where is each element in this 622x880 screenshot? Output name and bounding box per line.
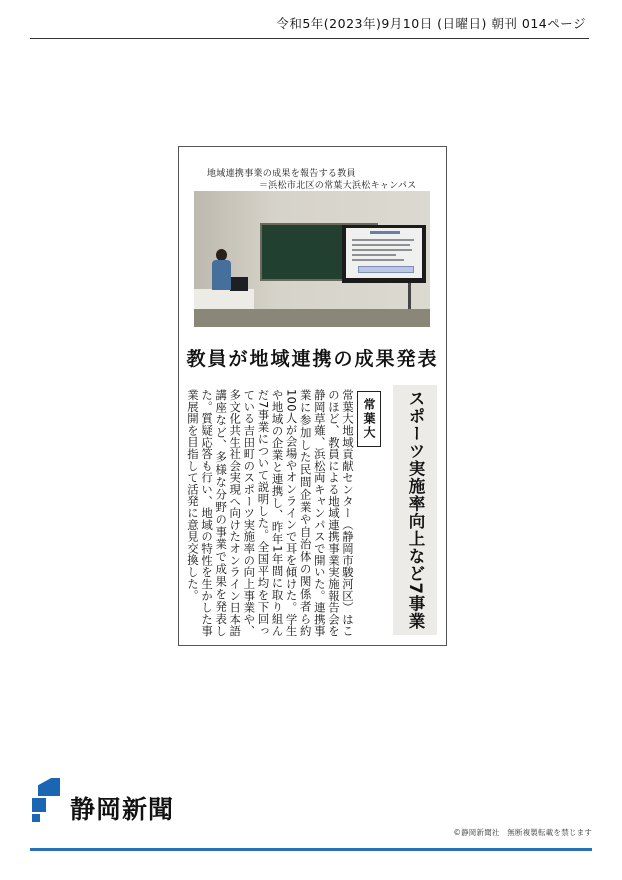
photo-caption-line-1: 地域連携事業の成果を報告する教員 bbox=[207, 169, 356, 179]
laptop bbox=[230, 277, 248, 291]
article-photo bbox=[194, 191, 430, 327]
photo-caption-line-2: ＝浜松市北区の常葉大浜松キャンパス bbox=[259, 181, 417, 191]
article-clipping bbox=[178, 146, 447, 646]
article-headline: 教員が地域連携の成果発表 bbox=[186, 348, 439, 370]
newspaper-logo-text: 静岡新聞 bbox=[70, 795, 175, 824]
article-body: 常葉大地域貢献センター（静岡市駿河区）はこのほど、教員による地域連携事業実施報告会を静岡草薙、浜松両キャンパスで開いた。連携事業に参加した民間企業や自治体の関係者ら約100人が会場やオンラインで耳を傾けた。学生や地域の企業と連携し、昨年1年間に取り組んだ7事業について説明した。全国平均を下回っている吉田町のスポーツ実施率の向上事業や、多文化共生社会実現へ向けたオンライン日本語講座など、多様な分野の事業で成果を発表した。質疑応答も行い、地域の特性を生かした事業展開を目指して活発に意見交換した。 bbox=[185, 389, 355, 637]
shizuoka-shimbun-logo-icon bbox=[32, 778, 60, 824]
source-label: 常葉大 bbox=[357, 391, 381, 447]
article-subhead: スポーツ実施率向上など7事業 bbox=[393, 385, 437, 635]
header-date: 令和5年(2023年)9月10日 (日曜日) 朝刊 014ページ bbox=[276, 16, 586, 31]
footer-divider bbox=[30, 848, 592, 851]
header-divider bbox=[30, 38, 589, 39]
presentation-screen bbox=[342, 225, 426, 283]
copyright-notice: ©静岡新聞社 無断複製転載を禁じます bbox=[453, 828, 592, 837]
